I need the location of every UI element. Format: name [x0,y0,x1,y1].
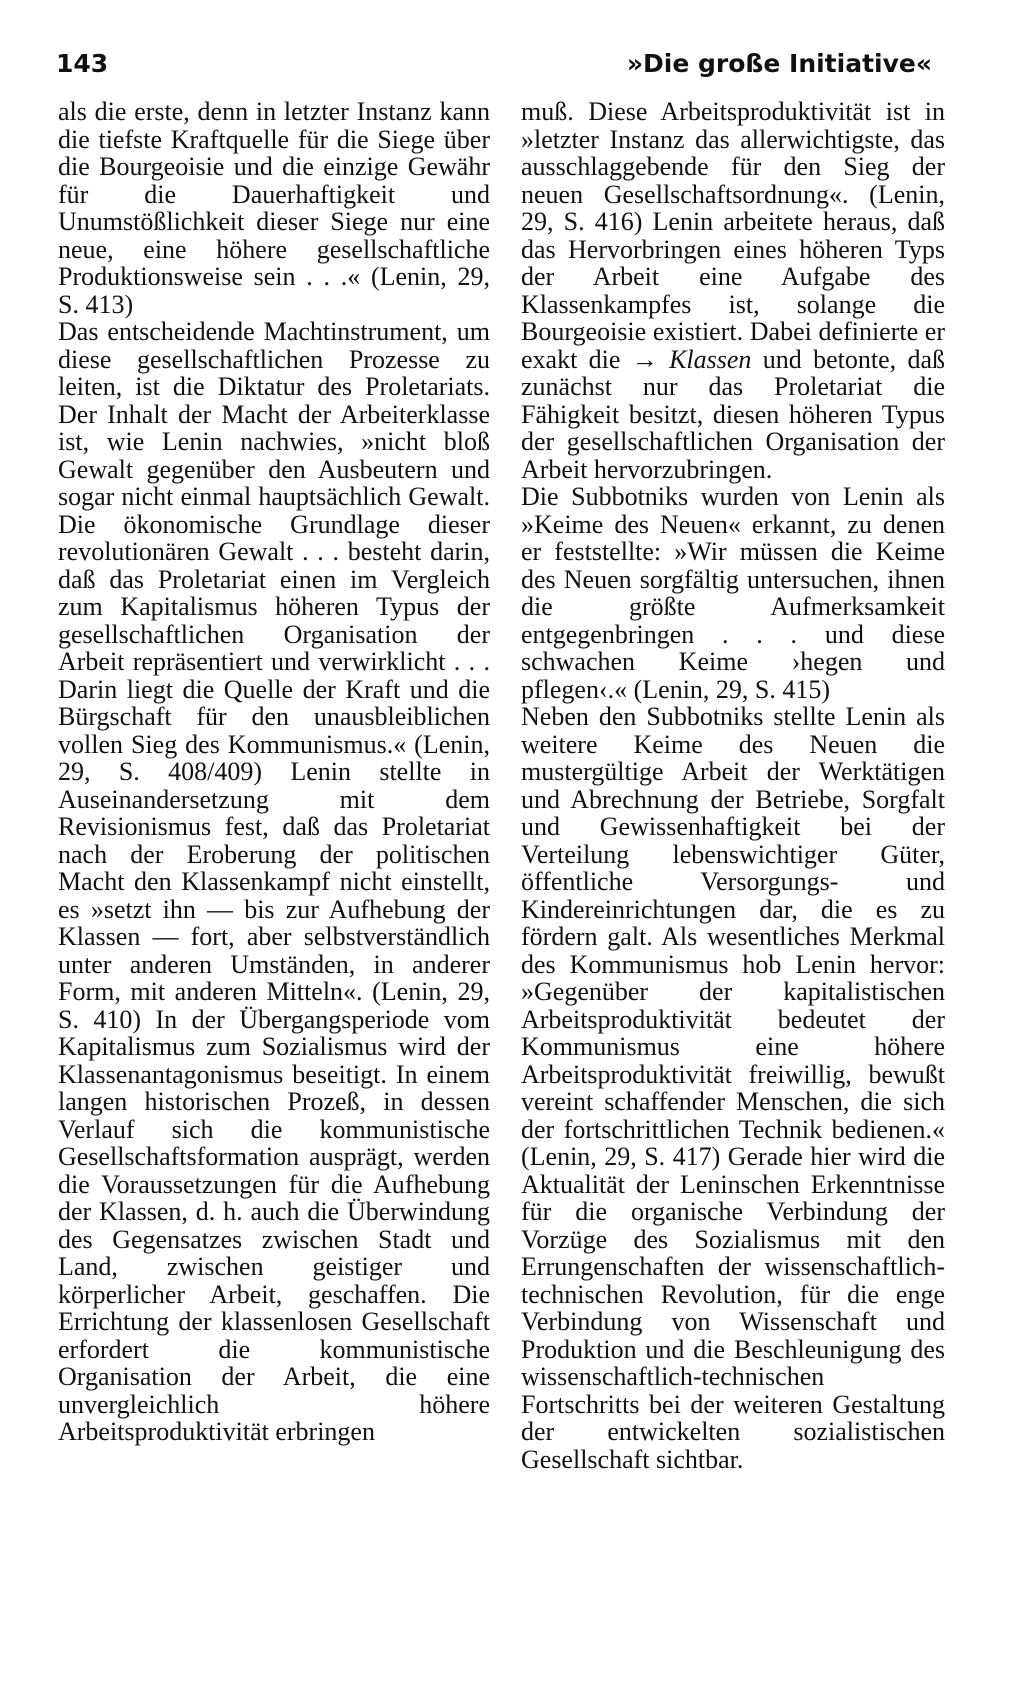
running-title: »Die große Initiative« [626,49,932,78]
paragraph [521,98,945,483]
left-column [58,98,490,1446]
paragraph: als die erste, denn in letzter Instanz kann die tiefste Kraftquelle für die Siege über die Bourgeoisie und die einzige Gewähr für die Dauerhaftigkeit und Unumstößlichkeit dieser Siege nur eine neue, eine höhere gesellschaftliche Produktionsweise sein . . .« (Lenin, 29, S. 413) [58,97,490,319]
page-number: 143 [56,49,109,78]
paragraph: Die Subbotniks wurden von Lenin als »Keime des Neuen« erkannt, zu denen er feststellte: »Wir müssen die Keime des Neuen sorgfältig untersuchen, ihnen die größte Aufmerksamkeit entgegenbringen . . . und diese schwachen Keime ›hegen und pflegen‹.« (Lenin, 29, S. 415) [521,482,945,704]
right-column [521,98,945,1473]
italic-term-klassen: Klassen [669,344,752,374]
paragraph: Das entscheidende Machtinstrument, um diese gesellschaftlichen Prozesse zu leiten, ist die Diktatur des Proletariats. Der Inhalt der Macht der Arbeiterklasse ist, wie Lenin nachwies, »nicht bloß Gewalt gegenüber den Ausbeutern und sogar nicht einmal hauptsächlich Gewalt. Die ökonomische Grundlage dieser revolutionären Gewalt . . . besteht darin, daß das Proletariat einen im Vergleich zum Kapitalismus höheren Typus der gesellschaftlichen Organisation der Arbeit repräsentiert und verwirklicht . . . Darin liegt die Quelle der Kraft und die Bürgschaft für den unausbleiblichen vollen Sieg des Kommunismus.« (Lenin, 29, S. 408/409) Lenin stellte in Auseinandersetzung mit dem Revisionismus fest, daß das Proletariat nach der Eroberung der politischen Macht den Klassenkampf nicht einstellt, es »setzt ihn — bis zur Aufhebung der Klassen — fort, aber selbstverständlich unter anderen Umständen, in anderer Form, mit anderen Mitteln«. (Lenin, 29, S. 410) In der Übergangsperiode vom Kapitalismus zum Sozialismus wird der Klassenantagonismus beseitigt. In einem langen historischen Prozeß, in dessen Verlauf sich die kommunistische Gesellschaftsformation ausprägt, werden die Voraussetzungen für die Aufhebung der Klassen, d. h. auch die Überwindung des Gegensatzes zwischen Stadt und Land, zwischen geistiger und körperlicher Arbeit, geschaffen. Die Errichtung der klassenlosen Gesellschaft erfordert die kommunistische Organisation der Arbeit, die eine unvergleichlich höhere Arbeitsproduktivität erbringen [58,317,490,1446]
paragraph-text: und betonte, daß zunächst nur das Proletariat die Fähigkeit besitzt, diesen höheren Typus der gesellschaftlichen Organisation der Arbeit hervorzubringen. [521,344,945,484]
paragraph: Neben den Subbotniks stellte Lenin als weitere Keime des Neuen die mustergültige Arbeit der Werktätigen und Abrechnung der Betriebe, Sorgfalt und Gewissenhaftigkeit bei der Verteilung lebenswichtiger Güter, öffentliche Versorgungs- und Kindereinrichtungen dar, die es zu fördern galt. Als wesentliches Merkmal des Kommunismus hob Lenin hervor: »Gegenüber der kapitalistischen Arbeitsproduktivität bedeutet der Kommunismus eine höhere Arbeitsproduktivität freiwillig, bewußt vereint schaffender Menschen, die sich der fortschrittlichen Technik bedienen.« (Lenin, 29, S. 417) Gerade hier wird die Aktualität der Leninschen Erkenntnisse für die organische Verbindung der Vorzüge des Sozialismus mit den Errungenschaften der wissenschaftlich-technischen Revolution, für die enge Verbindung von Wissenschaft und Produktion und die Beschleunigung des wissenschaftlich-technischen Fortschritts bei der weiteren Gestaltung der entwickelten sozialistischen Gesellschaft sichtbar. [521,702,945,1474]
page-header [56,44,932,84]
paragraph-text: muß. Diese Arbeitsproduktivität ist in »letzter Instanz das allerwichtigste, das ausschlaggebende für den Sieg der neuen Gesellschaftsordnung«. (Lenin, 29, S. 416) Lenin arbeitete heraus, daß das Hervorbringen eines höheren Typs der Arbeit eine Aufgabe des Klassenkampfes ist, solange die Bourgeoisie existiert. Dabei definierte er exakt die → [521,97,945,374]
